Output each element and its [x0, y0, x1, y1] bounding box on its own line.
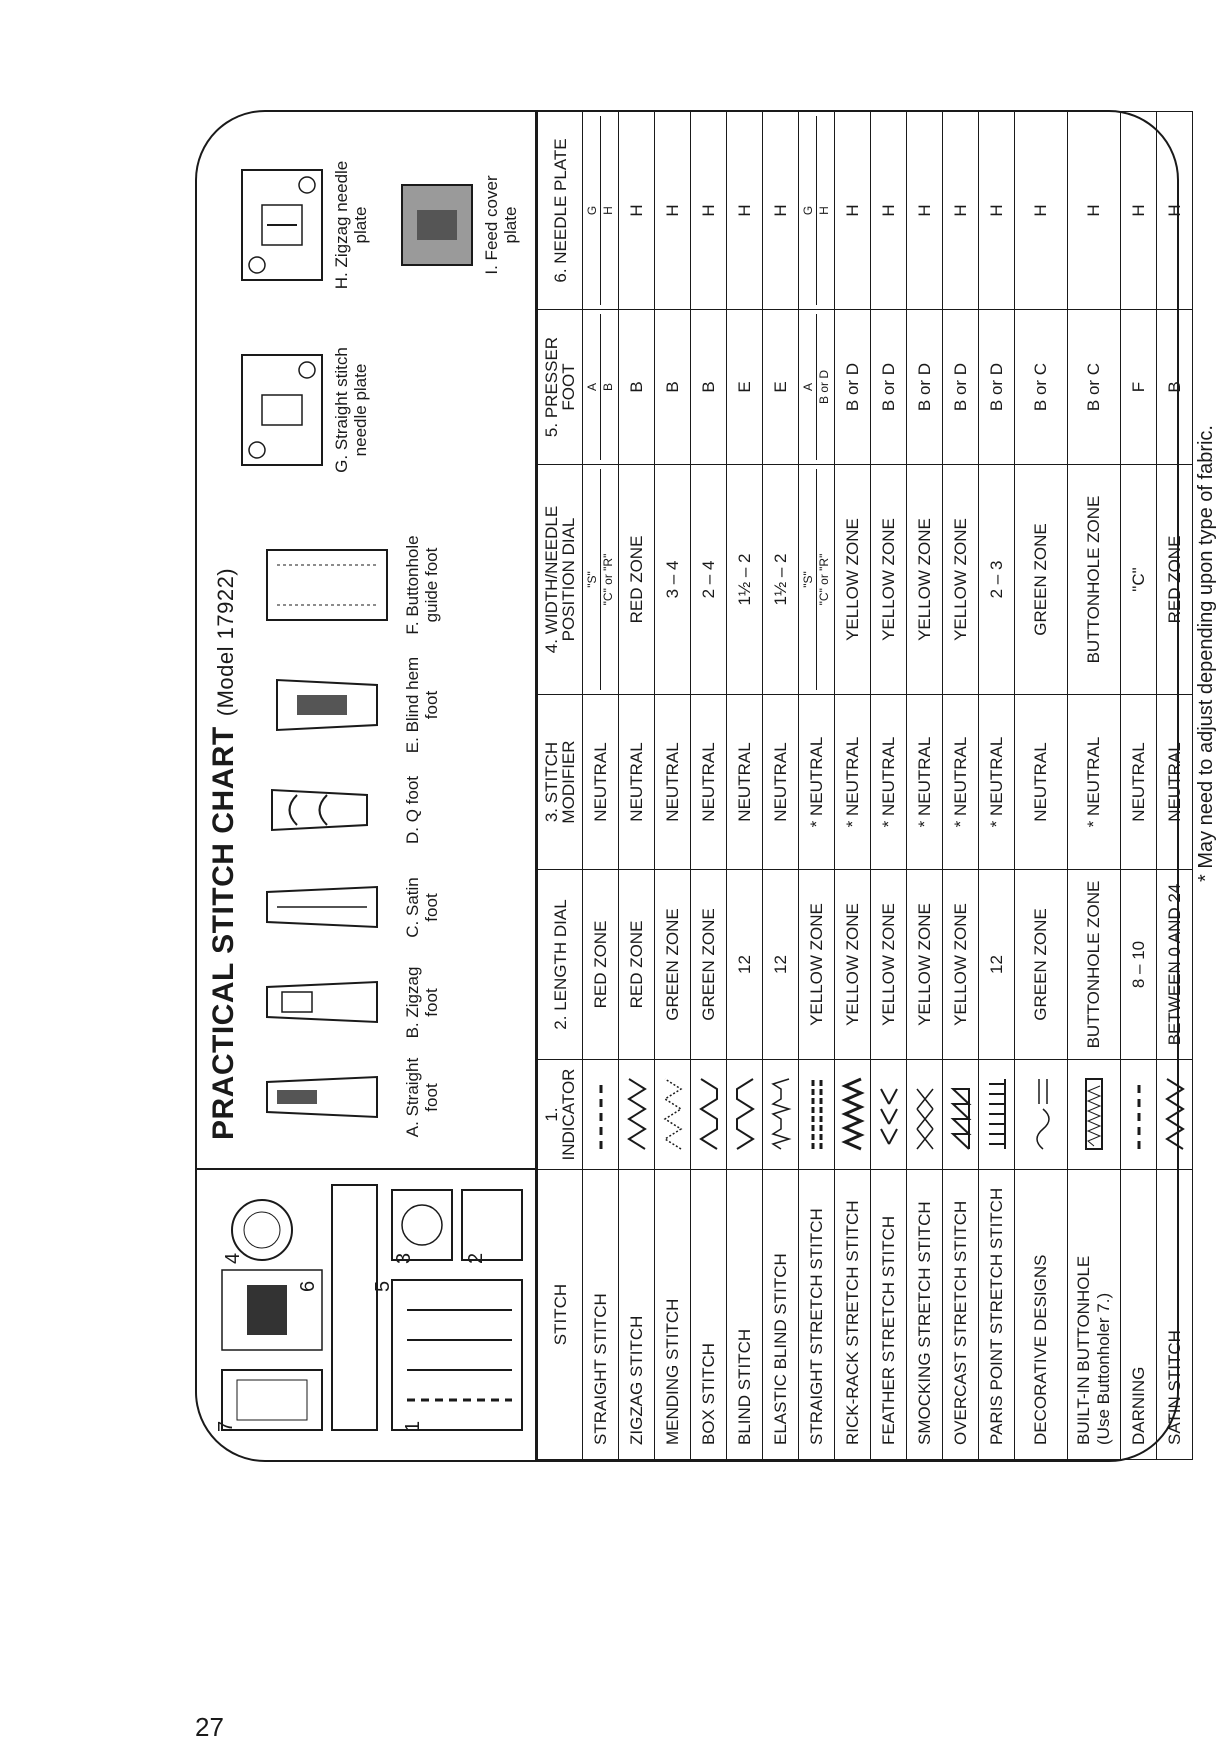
stitch-pattern-icon [769, 1075, 793, 1155]
rows.6.foot-part: A [801, 383, 815, 392]
plate-i [397, 145, 520, 305]
rows.0.plate-part: G [585, 205, 599, 216]
foot-b [257, 960, 441, 1045]
table-row [763, 112, 799, 1460]
rows.0.plate-part: H [600, 116, 616, 305]
table-row [835, 112, 871, 1460]
width-cell: 2 – 4 [691, 465, 727, 695]
plate-cell: H [763, 112, 799, 310]
length-cell: YELLOW ZONE [907, 870, 943, 1060]
foot-c-name: Satin [403, 877, 422, 917]
col-width: 4. WIDTH/NEEDLE POSITION DIAL [538, 465, 583, 695]
foot-cell: B or C [1015, 310, 1068, 465]
stitch-name-text: OVERCAST STRETCH STITCH [950, 1200, 970, 1445]
rows.6.plate-part: H [816, 116, 832, 305]
stitch-chart [195, 102, 1217, 1472]
length-cell: BETWEEN 0 AND 24 [1157, 870, 1193, 1060]
callout-7: 7 [215, 1420, 237, 1432]
stitch-name [583, 1170, 619, 1460]
length-cell: 12 [979, 870, 1015, 1060]
stitch-name [979, 1170, 1015, 1460]
modifier-cell: * NEUTRAL [943, 695, 979, 870]
length-cell: RED ZONE [583, 870, 619, 1060]
footnote: * May need to adjust depending upon type of fabric. [1195, 425, 1217, 882]
foot-cell: B or C [1068, 310, 1121, 465]
plate-cell: H [727, 112, 763, 310]
indicator-cell [907, 1060, 943, 1170]
modifier-cell: NEUTRAL [583, 695, 619, 870]
stitch-pattern-icon [841, 1075, 865, 1155]
stitch-name-text: BLIND STITCH [734, 1328, 754, 1445]
modifier-cell: * NEUTRAL [835, 695, 871, 870]
stitch-name-text: ELASTIC BLIND STITCH [770, 1253, 790, 1445]
rows.6.width-part: "C" or "R" [816, 469, 832, 690]
modifier-cell: * NEUTRAL [1068, 695, 1121, 870]
col-stitch: STITCH [538, 1170, 583, 1460]
indicator-cell [691, 1060, 727, 1170]
feed-cover-plate-icon [397, 180, 477, 270]
header-row [538, 112, 583, 1460]
foot-cell: E [763, 310, 799, 465]
length-cell: YELLOW ZONE [871, 870, 907, 1060]
stitch-name [1121, 1170, 1157, 1460]
plate-cell: H [835, 112, 871, 310]
foot-c [257, 865, 441, 950]
width-cell: YELLOW ZONE [835, 465, 871, 695]
header-divider [197, 1168, 537, 1170]
width-cell: "C" [1121, 465, 1157, 695]
length-cell: GREEN ZONE [655, 870, 691, 1060]
stitch-name-text: STRAIGHT STRETCH STITCH [806, 1208, 826, 1445]
stitch-name [871, 1170, 907, 1460]
foot-cell: B or D [907, 310, 943, 465]
length-cell: GREEN ZONE [1015, 870, 1068, 1060]
table-row [655, 112, 691, 1460]
plate-cell: H [943, 112, 979, 310]
title-text: PRACTICAL STITCH CHART [207, 726, 240, 1140]
satin-foot-icon [257, 873, 397, 943]
rows.0.foot-part: B [600, 314, 616, 460]
zigzag-foot-icon [257, 968, 397, 1038]
stitch-name [943, 1170, 979, 1460]
length-cell: YELLOW ZONE [943, 870, 979, 1060]
table-row [943, 112, 979, 1460]
plate-g-line2: needle plate [351, 363, 370, 457]
modifier-cell: NEUTRAL [1157, 695, 1193, 870]
foot-a-line2: foot [422, 1083, 441, 1112]
foot-cell: B or D [943, 310, 979, 465]
table-row [691, 112, 727, 1460]
stitch-name [763, 1170, 799, 1460]
length-cell: 12 [727, 870, 763, 1060]
foot-d [257, 765, 422, 855]
stitch-pattern-icon [913, 1075, 937, 1155]
width-cell: 1½ – 2 [763, 465, 799, 695]
stitch-pattern-icon [805, 1075, 829, 1155]
plate-cell: H [1068, 112, 1121, 310]
plate-cell: H [655, 112, 691, 310]
foot-b-line2: foot [422, 988, 441, 1017]
width-cell: 2 – 3 [979, 465, 1015, 695]
modifier-cell: * NEUTRAL [979, 695, 1015, 870]
plate-cell: H [907, 112, 943, 310]
blind-hem-foot-icon [257, 665, 397, 745]
stitch-pattern-icon [661, 1075, 685, 1155]
foot-f-letter: F. [403, 621, 422, 635]
table-row [979, 112, 1015, 1460]
plate-cell: H [979, 112, 1015, 310]
table-row [619, 112, 655, 1460]
width-cell: YELLOW ZONE [871, 465, 907, 695]
col-indicator: 1. INDICATOR [538, 1060, 583, 1170]
stitch-name [1157, 1170, 1193, 1460]
foot-cell: F [1121, 310, 1157, 465]
plate-cell: H [1015, 112, 1068, 310]
stitch-name-text: BOX STITCH [698, 1342, 718, 1445]
modifier-cell: NEUTRAL [691, 695, 727, 870]
col-length: 2. LENGTH DIAL [538, 870, 583, 1060]
foot-b-letter: B. [403, 1022, 422, 1039]
foot-cell: B [691, 310, 727, 465]
stitch-name-text: BUILT-IN BUTTONHOLE [1074, 1255, 1093, 1445]
length-cell: GREEN ZONE [691, 870, 727, 1060]
indicator-cell [1121, 1060, 1157, 1170]
foot-c-line2: foot [422, 893, 441, 922]
foot-e [257, 655, 441, 755]
stitch-pattern-icon [1029, 1075, 1053, 1155]
foot-b-name: Zigzag [403, 966, 422, 1018]
width-cell: 3 – 4 [655, 465, 691, 695]
table-row [799, 112, 835, 1460]
modifier-cell: NEUTRAL [1015, 695, 1068, 870]
foot-f [257, 525, 441, 645]
stitch-name [1068, 1170, 1121, 1460]
width-cell: BUTTONHOLE ZONE [1068, 465, 1121, 695]
width-cell [799, 465, 835, 695]
modifier-cell: * NEUTRAL [907, 695, 943, 870]
width-cell: YELLOW ZONE [907, 465, 943, 695]
indicator-cell [1015, 1060, 1068, 1170]
sewing-machine-illustration [212, 1175, 532, 1440]
stitch-pattern-icon [1127, 1075, 1151, 1155]
callout-5: 5 [372, 1280, 394, 1292]
table-row [907, 112, 943, 1460]
straight-foot-icon [257, 1063, 397, 1133]
modifier-cell: * NEUTRAL [799, 695, 835, 870]
indicator-cell [799, 1060, 835, 1170]
rows.0.foot-part: A [585, 383, 599, 392]
stitch-name-text: MENDING STITCH [662, 1298, 682, 1445]
modifier-cell: * NEUTRAL [871, 695, 907, 870]
foot-c-letter: C. [403, 920, 422, 938]
page-number: 27 [195, 1712, 224, 1742]
stitch-name-text: ZIGZAG STITCH [626, 1315, 646, 1445]
stitch-name-text: PARIS POINT STRETCH STITCH [986, 1187, 1006, 1445]
table-row [583, 112, 619, 1460]
foot-cell: B or D [871, 310, 907, 465]
width-cell: 1½ – 2 [727, 465, 763, 695]
foot-e-letter: E. [403, 737, 422, 754]
chart-title [207, 568, 241, 1140]
foot-f-line2: guide foot [422, 547, 441, 623]
indicator-cell [1068, 1060, 1121, 1170]
stitch-name-text: RICK-RACK STRETCH STITCH [842, 1200, 862, 1445]
rows.6.plate-part: G [801, 205, 815, 216]
plate-cell: H [1121, 112, 1157, 310]
foot-d-letter: D. [403, 827, 422, 845]
indicator-cell [835, 1060, 871, 1170]
stitch-pattern-icon [949, 1075, 973, 1155]
length-cell: BUTTONHOLE ZONE [1068, 870, 1121, 1060]
stitch-name [799, 1170, 835, 1460]
indicator-cell [1157, 1060, 1193, 1170]
stitch-name [727, 1170, 763, 1460]
stitch-name-sub: (Use Buttonholer 7.) [1094, 1292, 1113, 1445]
stitch-name [907, 1170, 943, 1460]
stitch-name-text: DECORATIVE DESIGNS [1031, 1254, 1050, 1445]
col-plate: 6. NEEDLE PLATE [538, 112, 583, 310]
stitch-pattern-icon [1163, 1075, 1187, 1155]
plate-cell: H [871, 112, 907, 310]
col-foot: 5. PRESSER FOOT [538, 310, 583, 465]
length-cell: 8 – 10 [1121, 870, 1157, 1060]
stitch-pattern-icon [877, 1075, 901, 1155]
foot-cell [583, 310, 619, 465]
plate-cell [583, 112, 619, 310]
indicator-cell [871, 1060, 907, 1170]
stitch-name-text: DARNING [1128, 1366, 1148, 1445]
stitch-name [1015, 1170, 1068, 1460]
callout-2: 2 [465, 1252, 487, 1264]
plate-cell: H [1157, 112, 1193, 310]
plate-h-line2: plate [351, 206, 370, 244]
plate-cell: H [619, 112, 655, 310]
rows.0.width-part: "C" or "R" [600, 469, 616, 690]
stitch-pattern-icon [589, 1075, 613, 1155]
foot-f-name: Buttonhole [403, 535, 422, 617]
indicator-cell [727, 1060, 763, 1170]
straight-stitch-plate-icon [237, 350, 327, 470]
plate-cell: H [691, 112, 727, 310]
table-row [727, 112, 763, 1460]
width-cell: RED ZONE [619, 465, 655, 695]
table-row [1121, 112, 1157, 1460]
indicator-cell [979, 1060, 1015, 1170]
col-modifier: 3. STITCH MODIFIER [538, 695, 583, 870]
foot-d-name: Q foot [403, 775, 422, 823]
stitch-name [619, 1170, 655, 1460]
foot-e-name: Blind hem [403, 656, 422, 733]
foot-cell: B [1157, 310, 1193, 465]
plate-h-line1: H. Zigzag needle [332, 160, 351, 290]
plate-i-line2: plate [501, 206, 520, 244]
foot-e-line2: foot [422, 690, 441, 720]
buttonhole-guide-foot-icon [257, 530, 397, 640]
indicator-cell [619, 1060, 655, 1170]
foot-cell: B [619, 310, 655, 465]
width-cell: YELLOW ZONE [943, 465, 979, 695]
stitch-pattern-icon [1082, 1075, 1106, 1155]
stitch-pattern-icon [697, 1075, 721, 1155]
plate-g-line1: G. Straight stitch [332, 347, 351, 473]
table-row [1068, 112, 1121, 1460]
rows.6.foot-part: B or D [816, 314, 832, 460]
length-cell: YELLOW ZONE [799, 870, 835, 1060]
modifier-cell: NEUTRAL [655, 695, 691, 870]
stitch-name-text: SATIN STITCH [1164, 1330, 1184, 1445]
stitch-pattern-icon [985, 1075, 1009, 1155]
foot-cell: B or D [979, 310, 1015, 465]
table-row [1157, 112, 1193, 1460]
width-cell: RED ZONE [1157, 465, 1193, 695]
plate-cell [799, 112, 835, 310]
stitch-pattern-icon [733, 1075, 757, 1155]
length-cell: YELLOW ZONE [835, 870, 871, 1060]
stitch-name [835, 1170, 871, 1460]
callout-1: 1 [402, 1420, 424, 1432]
table-row [1015, 112, 1068, 1460]
model-number: (Model 17922) [213, 567, 238, 717]
callout-4: 4 [222, 1252, 244, 1264]
plate-i-line1: I. Feed cover [482, 175, 501, 275]
stitch-name-text: FEATHER STRETCH STITCH [878, 1215, 898, 1445]
q-foot-icon [257, 775, 397, 845]
modifier-cell: NEUTRAL [727, 695, 763, 870]
foot-cell [799, 310, 835, 465]
stitch-pattern-icon [625, 1075, 649, 1155]
zigzag-needle-plate-icon [237, 165, 327, 285]
stitch-name-text: STRAIGHT STITCH [590, 1293, 610, 1445]
stitch-table [535, 110, 1184, 1462]
modifier-cell: NEUTRAL [1121, 695, 1157, 870]
rows.6.width-part: "S" [801, 571, 815, 588]
width-cell [583, 465, 619, 695]
plate-g [237, 335, 370, 485]
modifier-cell: NEUTRAL [619, 695, 655, 870]
foot-cell: E [727, 310, 763, 465]
table-row [871, 112, 907, 1460]
foot-a [257, 1055, 441, 1140]
rows.0.width-part: "S" [585, 571, 599, 588]
chart-header [195, 110, 537, 1462]
indicator-cell [763, 1060, 799, 1170]
callout-3: 3 [393, 1252, 415, 1264]
indicator-cell [583, 1060, 619, 1170]
foot-a-name: Straight [403, 1057, 422, 1117]
foot-a-letter: A. [403, 1121, 422, 1138]
width-cell: GREEN ZONE [1015, 465, 1068, 695]
length-cell: RED ZONE [619, 870, 655, 1060]
plate-h [237, 145, 370, 305]
stitch-name [655, 1170, 691, 1460]
indicator-cell [943, 1060, 979, 1170]
foot-cell: B [655, 310, 691, 465]
foot-cell: B or D [835, 310, 871, 465]
callout-6: 6 [297, 1280, 319, 1292]
modifier-cell: NEUTRAL [763, 695, 799, 870]
stitch-name-text: SMOCKING STRETCH STITCH [914, 1201, 934, 1445]
length-cell: 12 [763, 870, 799, 1060]
stitch-name [691, 1170, 727, 1460]
indicator-cell [655, 1060, 691, 1170]
